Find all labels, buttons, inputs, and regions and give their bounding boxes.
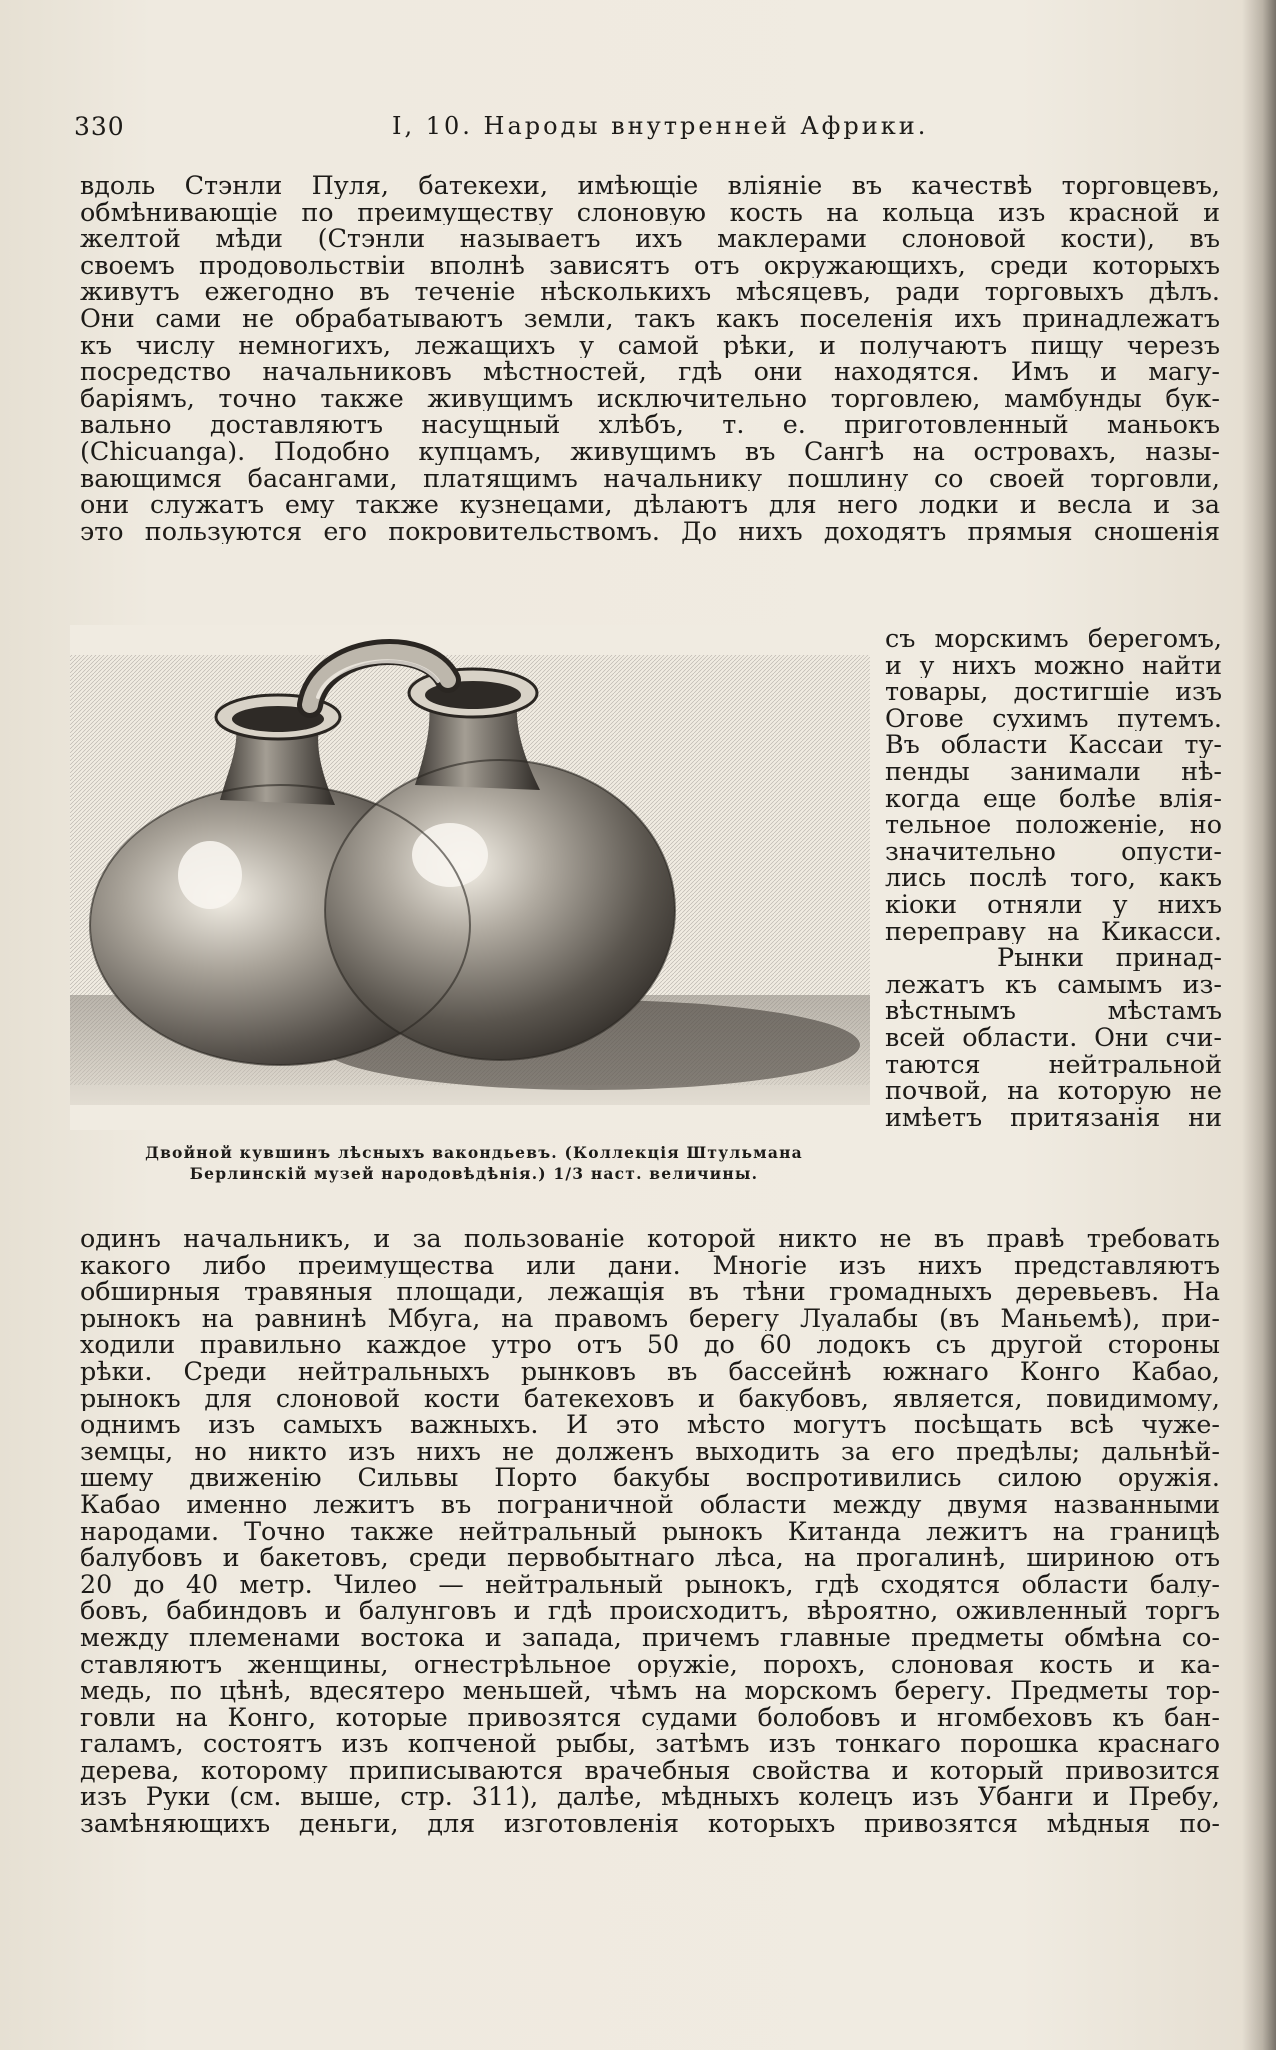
- text-line: народами. Точно также нейтральный рынокъ Китанда лежитъ на границѣ: [80, 1517, 1220, 1545]
- page-number: 330: [74, 112, 125, 141]
- text-line: бовъ, бабиндовъ и балунговъ и гдѣ происходитъ, вѣроятно, оживленный торгъ: [80, 1597, 1220, 1624]
- text-line: изъ Руки (см. выше, стр. 311), далѣе, мѣдныхъ колецъ изъ Убанги и Пребу,: [80, 1783, 1220, 1811]
- text-line: дерева, которому приписываются врачебныя свойства и который привозится: [80, 1756, 1220, 1784]
- text-line: 20 до 40 метр. Чилео — нейтральный рынокъ, гдѣ сходятся области балу-: [80, 1570, 1220, 1598]
- text-line: замѣняющихъ деньги, для изготовленія которыхъ привозятся мѣдныя по-: [80, 1810, 1220, 1837]
- text-line: и у нихъ можно найти: [885, 651, 1222, 679]
- caption-line-2: Берлинскій музей народовѣдѣнія.) 1/3 наст. величины.: [189, 1164, 759, 1183]
- text-line: къ числу немногихъ, лежащихъ у самой рѣки, и получаютъ пищу черезъ: [80, 331, 1220, 359]
- text-line: живутъ ежегодно въ теченіе нѣсколькихъ мѣсяцевъ, ради торговыхъ дѣлъ.: [80, 278, 1220, 305]
- text-line: переправу на Кикасси.: [885, 917, 1222, 945]
- text-line: значительно опусти-: [885, 837, 1222, 865]
- text-line: они служатъ ему также кузнецами, дѣлаютъ для него лодки и весла и за: [80, 491, 1220, 518]
- text-line: обмѣнивающіе по преимуществу слоновую кость на кольца изъ красной и: [80, 198, 1220, 226]
- text-line: рынокъ на равнинѣ Мбуга, на правомъ берегу Луалабы (въ Маньемѣ), при-: [80, 1304, 1220, 1332]
- text-line: ходили правильно каждое утро отъ 50 до 60 лодокъ съ другой стороны: [80, 1331, 1220, 1358]
- text-line: пенды занимали нѣ-: [885, 757, 1222, 785]
- text-line: ставляютъ женщины, огнестрѣльное оружіе, порохъ, слоновая кость и ка-: [80, 1650, 1220, 1678]
- body-text-right-column: [885, 625, 1222, 1130]
- text-line: имѣетъ притязанія ни: [885, 1103, 1222, 1131]
- text-line: Въ области Кассаи ту-: [885, 731, 1222, 758]
- text-line: галамъ, состоятъ изъ копченой рыбы, затѣмъ изъ тонкаго порошка краснаго: [80, 1730, 1220, 1757]
- text-line: Кабао именно лежитъ въ пограничной области между двумя названными: [80, 1490, 1220, 1518]
- text-line: рынокъ для слоновой кости батекеховъ и бакубовъ, является, повидимому,: [80, 1384, 1220, 1412]
- text-line: когда еще болѣе влія-: [885, 784, 1222, 812]
- page-header: [74, 112, 1224, 152]
- text-line: это пользуются его покровительствомъ. До нихъ доходятъ прямыя сношенія: [80, 517, 1220, 545]
- text-line: посредство начальниковъ мѣстностей, гдѣ они находятся. Имъ и магу-: [80, 358, 1220, 385]
- text-line: баріямъ, точно также живущимъ исключительно торговлею, мамбунды бук-: [80, 384, 1220, 412]
- text-line: (Chicuanga). Подобно купцамъ, живущимъ въ Сангѣ на островахъ, назы-: [80, 437, 1220, 465]
- text-line: своемъ продовольствіи вполнѣ зависятъ отъ окружающихъ, среди которыхъ: [80, 251, 1220, 279]
- text-line: шему движенію Сильвы Порто бакубы воспротивились силою оружія.: [80, 1464, 1220, 1491]
- text-line: таются нейтральной: [885, 1050, 1222, 1078]
- text-line: между племенами востока и запада, причемъ главные предметы обмѣна со-: [80, 1623, 1220, 1651]
- running-head: I, 10. Народы внутренней Африки.: [392, 112, 929, 140]
- text-line: земцы, но никто изъ нихъ не долженъ выходить за его предѣлы; дальнѣй-: [80, 1437, 1220, 1465]
- text-line: Рынки принад-: [997, 944, 1222, 971]
- body-text-top: [80, 172, 1220, 544]
- text-line: лежатъ къ самымъ из-: [885, 970, 1222, 998]
- text-line: однимъ изъ самыхъ важныхъ. И это мѣсто могутъ посѣщать всѣ чуже-: [80, 1411, 1220, 1438]
- double-jug-illustration: [70, 625, 870, 1130]
- text-line: рѣки. Среди нейтральныхъ рынковъ въ бассейнѣ южнаго Конго Кабао,: [80, 1357, 1220, 1385]
- text-line: кіоки отняли у нихъ: [885, 890, 1222, 918]
- text-line: какого либо преимущества или дани. Многіе изъ нихъ представляютъ: [80, 1251, 1220, 1279]
- caption-line-1: Двойной кувшинъ лѣсныхъ вакондьевъ. (Коллекція Штульмана: [145, 1143, 803, 1162]
- text-line: одинъ начальникъ, и за пользованіе которой никто не въ правѣ требовать: [80, 1225, 1220, 1252]
- text-line: вающимся басангами, платящимъ начальнику пошлину со своей торговли,: [80, 464, 1220, 492]
- text-line: желтой мѣди (Стэнли называетъ ихъ маклерами слоновой кости), въ: [80, 225, 1220, 252]
- text-line: обширныя травяныя площади, лежащія въ тѣни громадныхъ деревьевъ. На: [80, 1278, 1220, 1305]
- text-line: вѣстнымъ мѣстамъ: [885, 997, 1222, 1024]
- text-line: Огове сухимъ путемъ.: [885, 704, 1222, 732]
- text-line: почвой, на которую не: [885, 1077, 1222, 1104]
- text-line: съ морскимъ берегомъ,: [885, 625, 1222, 652]
- text-line: товары, достигшіе изъ: [885, 678, 1222, 705]
- text-line: лись послѣ того, какъ: [885, 864, 1222, 891]
- text-line: Они сами не обрабатываютъ земли, такъ какъ поселенія ихъ принадлежатъ: [80, 304, 1220, 332]
- figure-caption: [74, 1142, 874, 1184]
- text-line: балубовъ и бакетовъ, среди первобытнаго лѣса, на прогалинѣ, шириною отъ: [80, 1544, 1220, 1571]
- body-text-bottom: [80, 1225, 1220, 1837]
- text-line: говли на Конго, которые привозятся судами болобовъ и нгомбеховъ къ бан-: [80, 1703, 1220, 1731]
- text-line: вально доставляютъ насущный хлѣбъ, т. е. приготовленный маньокъ: [80, 411, 1220, 438]
- text-line: медь, по цѣнѣ, вдесятеро меньшей, чѣмъ на морскомъ берегу. Предметы тор-: [80, 1677, 1220, 1704]
- text-line: вдоль Стэнли Пуля, батекехи, имѣющіе вліяніе въ качествѣ торговцевъ,: [80, 172, 1220, 199]
- text-line: тельное положеніе, но: [885, 811, 1222, 838]
- text-line: всей области. Они счи-: [885, 1023, 1222, 1051]
- page-spine-shadow: [1242, 0, 1276, 2050]
